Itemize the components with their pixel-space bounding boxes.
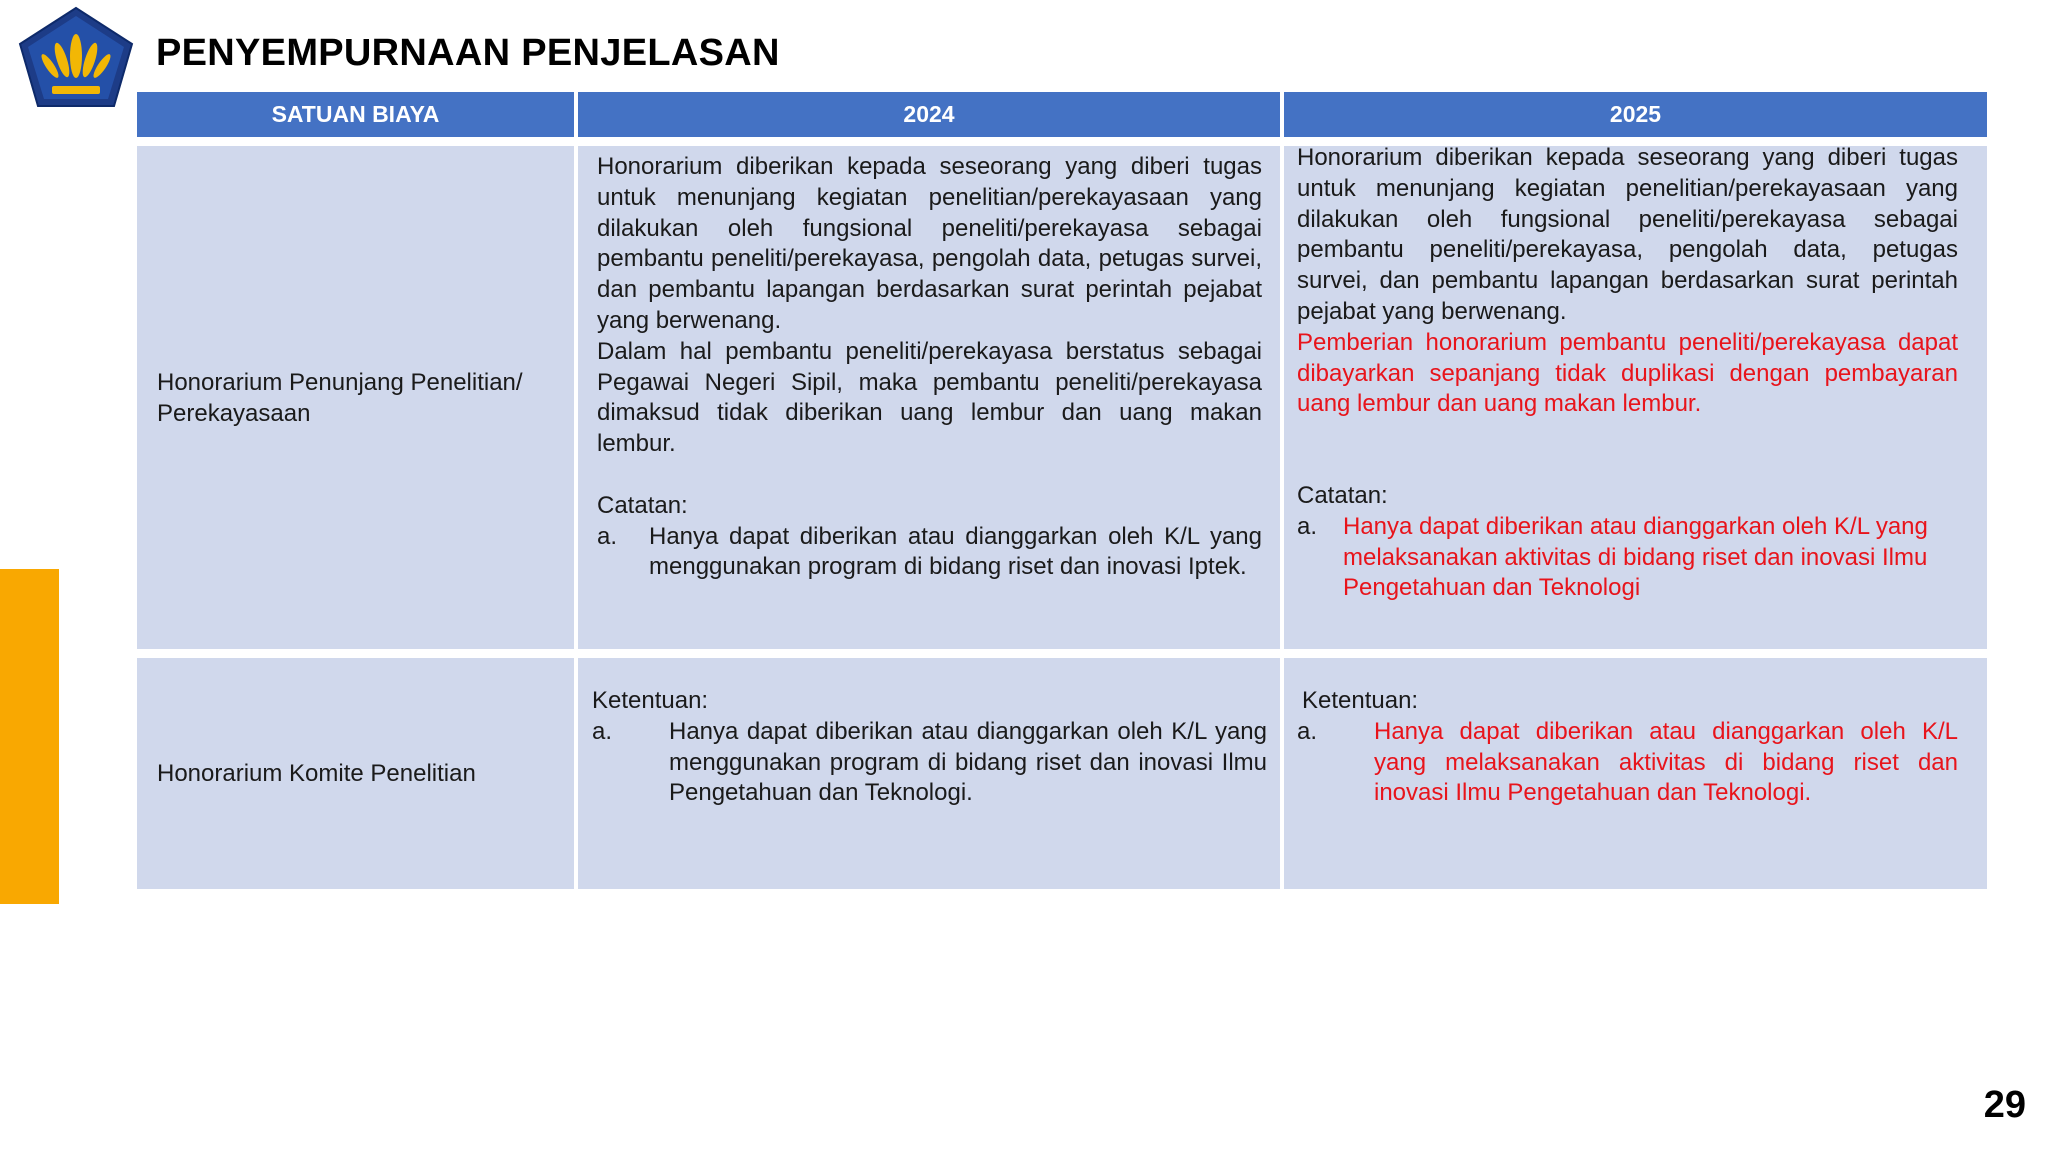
row1-2024-paragraph-2: Dalam hal pembantu peneliti/perekayasa berstatus sebagai Pegawai Negeri Sipil, maka pembantu peneliti/perekayasa dimaksud tidak diberikan uang lembur dan uang makan lembur. [597,337,1262,458]
list-item-text: Hanya dapat diberikan atau dianggarkan oleh K/L yang melaksanakan aktivitas di bidang riset dan inovasi Ilmu Pengetahuan dan Teknologi [1343,512,1928,602]
row1-2025-notes [1297,481,1974,604]
row2-2025-note-title: Ketentuan: [1302,687,1419,714]
list-marker: a. [592,717,613,745]
list-item-text: Hanya dapat diberikan atau dianggarkan oleh K/L yang melaksanakan aktivitas di bidang riset dan inovasi Ilmu Pengetahuan dan Teknologi. [1374,717,1958,807]
list-item-text: Hanya dapat diberikan atau dianggarkan oleh K/L yang menggunakan program di bidang riset dan inovasi Iptek. [649,522,1262,581]
row1-2024-note-title: Catatan: [597,491,688,519]
row1-label-cell [137,146,574,649]
list-item-text: Hanya dapat diberikan atau dianggarkan oleh K/L yang menggunakan program di bidang riset dan inovasi Ilmu Pengetahuan dan Teknologi. [669,717,1267,807]
page-number: 29 [1983,1084,2026,1126]
row1-2025-paragraph-1: Honorarium diberikan kepada seseorang yang diberi tugas untuk menunjang kegiatan penelitian/perekayasaan yang dilakukan oleh fungsional peneliti/perekayasa sebagai pembantu peneliti/perekayasa, pengolah data, petugas survei, dan pembantu lapangan berdasarkan surat perintah pejabat yang berwenang. [1297,144,1958,325]
row1-label: Honorarium Penunjang Penelitian/ Perekayasaan [157,368,523,427]
row1-2024-paragraph-1: Honorarium diberikan kepada seseorang yang diberi tugas untuk menunjang kegiatan penelitian/perekayasaan yang dilakukan oleh fungsional peneliti/perekayasa sebagai pembantu peneliti/perekayasa, pengolah data, petugas survei, dan pembantu lapangan berdasarkan surat perintah pejabat yang berwenang. [597,153,1262,334]
row1-2025-note-item [1297,512,1974,604]
header-satuan-biaya: SATUAN BIAYA [137,92,574,137]
row2-2024-note-item [592,717,1267,809]
ministry-logo [16,6,136,110]
row2-label: Honorarium Komite Penelitian [157,760,476,787]
page-title: PENYEMPURNAAN PENJELASAN [156,32,780,74]
header-2024: 2024 [578,92,1280,137]
row2-2024-note-title: Ketentuan: [592,687,709,714]
row1-2024-note-item [597,522,1262,584]
row2-label-cell [137,658,574,889]
row2-2025-text [1297,686,1958,809]
row1-2024-text [597,152,1262,583]
list-marker: a. [597,522,618,550]
list-marker: a. [1297,512,1318,540]
header-2025: 2025 [1284,92,1987,137]
row1-2025-paragraph-2-highlight: Pemberian honorarium pembantu peneliti/perekayasa dapat dibayarkan sepanjang tidak duplikasi dengan pembayaran uang lembur dan uang makan lembur. [1297,328,1958,418]
row2-2025-note-item [1297,717,1958,809]
row1-2025-text [1297,143,1958,420]
row2-2024-text [592,686,1267,809]
list-marker: a. [1297,717,1318,745]
accent-bar [0,569,59,904]
row1-2025-note-title: Catatan: [1297,482,1388,509]
